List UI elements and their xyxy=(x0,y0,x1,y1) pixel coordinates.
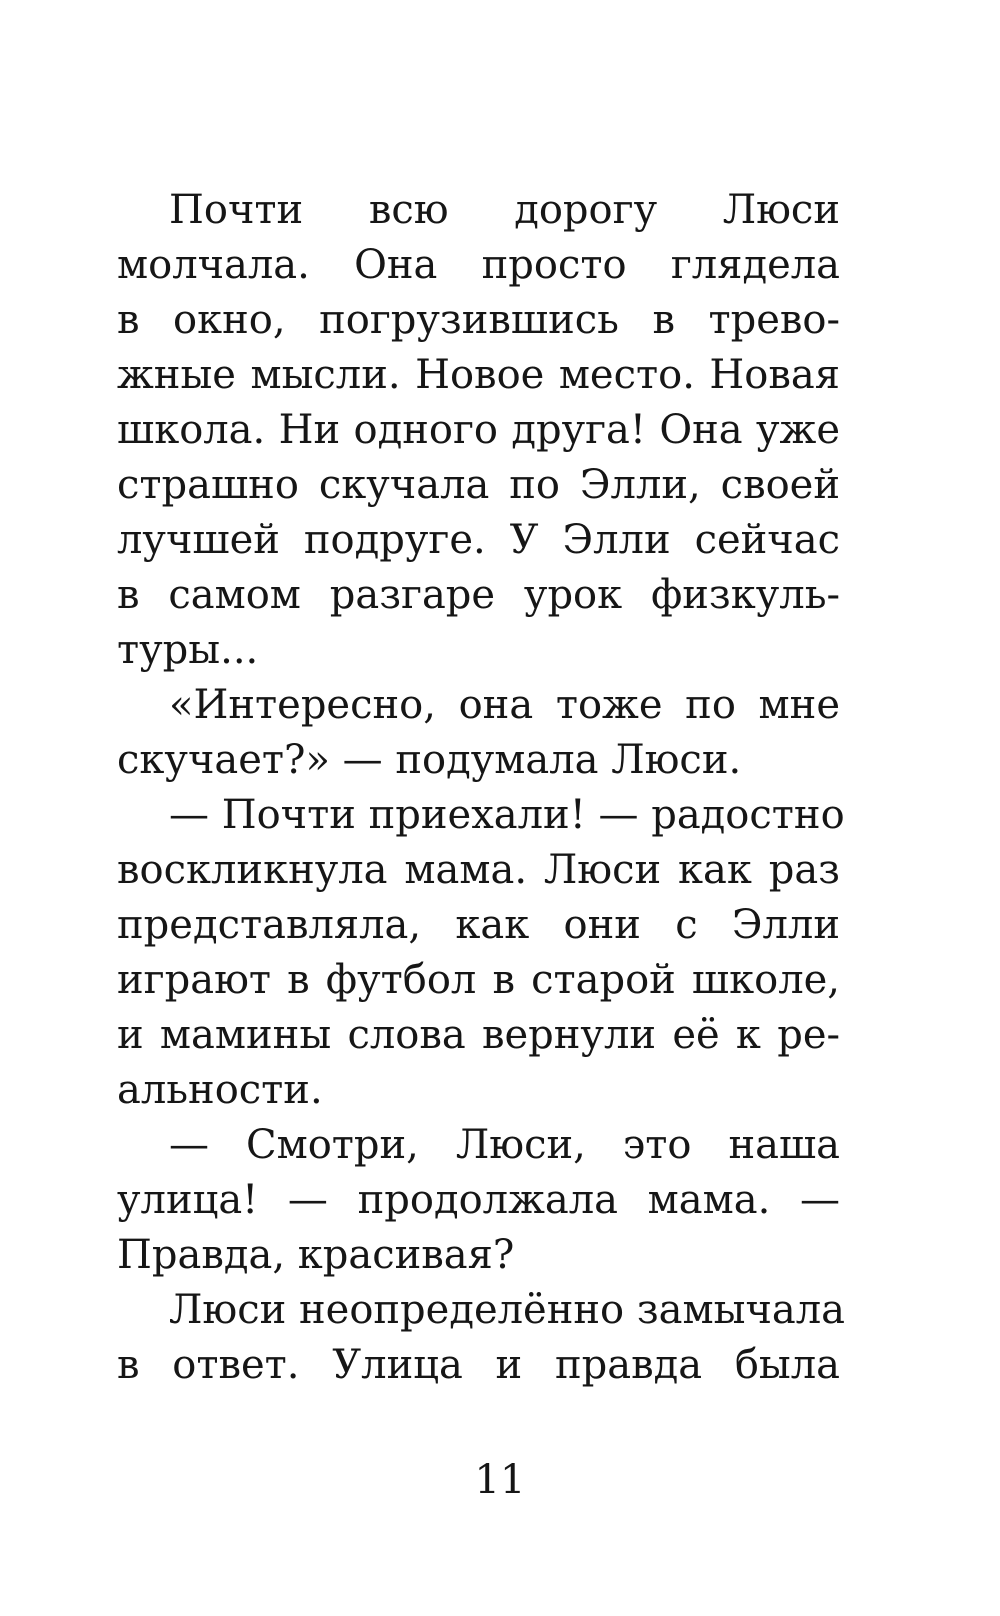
text-line: школа. Ни одного друга! Она уже xyxy=(117,407,840,453)
text-line: улица! — продолжала мама. — xyxy=(117,1177,840,1223)
text-line: скучает?» — подумала Люси. xyxy=(117,737,742,783)
page-number: 11 xyxy=(474,1457,526,1503)
text-line: в ответ. Улица и правда была xyxy=(117,1342,840,1388)
text-line: «Интересно, она тоже по мне xyxy=(169,682,840,728)
text-line: Люси неопределённо замычала xyxy=(169,1287,845,1333)
text-line: туры... xyxy=(117,627,259,673)
text-line: — Смотри, Люси, это наша xyxy=(169,1122,840,1168)
text-line: в окно, погрузившись в трево- xyxy=(117,297,840,343)
text-line: воскликнула мама. Люси как раз xyxy=(117,847,840,893)
text-line: лучшей подруге. У Элли сейчас xyxy=(117,517,840,563)
text-line: — Почти приехали! — радостно xyxy=(169,792,845,838)
text-line: жные мысли. Новое место. Новая xyxy=(117,352,840,398)
text-line: играют в футбол в старой школе, xyxy=(117,957,840,1003)
text-line: и мамины слова вернули её к ре- xyxy=(117,1012,840,1058)
text-line: Почти всю дорогу Люси xyxy=(169,187,840,233)
text-line: страшно скучала по Элли, своей xyxy=(117,462,840,508)
text-line: в самом разгаре урок физкуль- xyxy=(117,572,840,618)
text-line: представляла, как они с Элли xyxy=(117,902,840,948)
text-line: альности. xyxy=(117,1067,323,1113)
text-line: Правда, красивая? xyxy=(117,1232,515,1278)
text-line: молчала. Она просто глядела xyxy=(117,242,840,288)
